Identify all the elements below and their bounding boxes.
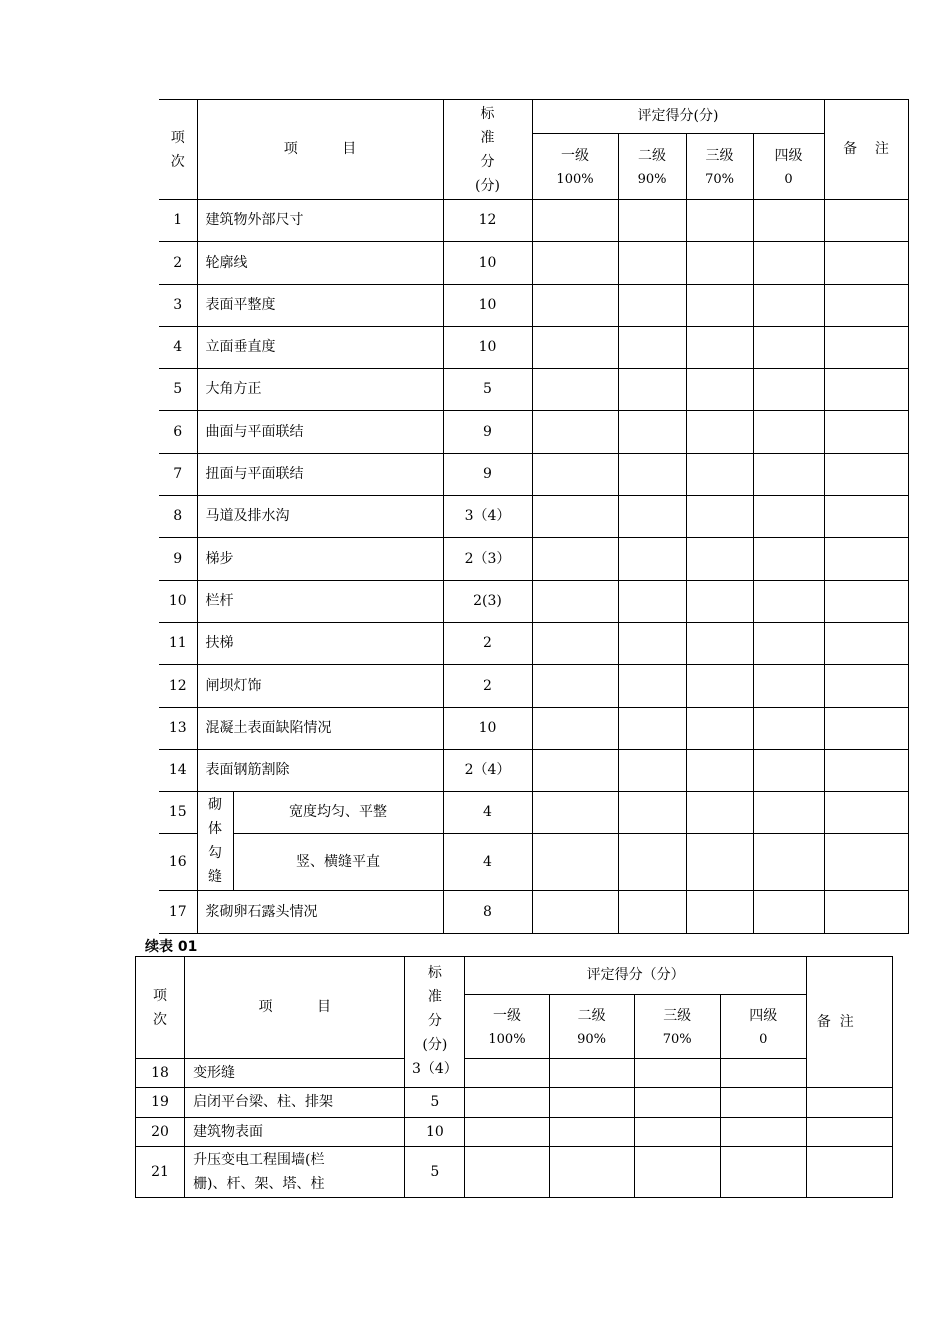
row-index: 19: [136, 1088, 185, 1118]
row-item-line1: 升压变电工程围墙(栏: [193, 1152, 325, 1168]
row-index: 18: [136, 1059, 185, 1088]
note-cell: [824, 580, 908, 622]
grade-cell: [720, 1059, 806, 1088]
header-standard-score: [443, 100, 532, 200]
std-char2: 准: [427, 989, 442, 1005]
grade-cell: [618, 411, 686, 453]
row-score: 2（3）: [443, 538, 532, 580]
note-cell: [824, 284, 908, 326]
grade-cell: [753, 284, 824, 326]
header-grade-2: 二级 90%: [618, 134, 686, 200]
row-item: 变形缝: [185, 1059, 405, 1088]
grade-cell: [532, 284, 618, 326]
header-item: 项 目: [185, 957, 405, 1059]
row-index: 6: [159, 411, 197, 453]
masonry-joint-group: [197, 792, 233, 891]
row-score: 5: [405, 1088, 465, 1118]
row-item: 宽度均匀、平整: [233, 792, 443, 834]
grade-cell: [532, 707, 618, 749]
grade-cell: [753, 580, 824, 622]
header-index-char2: 次: [170, 153, 185, 170]
table-row: [159, 453, 908, 495]
row-item: 闸坝灯饰: [197, 665, 443, 707]
row-score: 12: [443, 200, 532, 242]
grade-cell: [634, 1059, 720, 1088]
header-grade-4: 四级 0: [753, 134, 824, 200]
header-index: [136, 957, 185, 1059]
header-note: 备 注: [824, 100, 908, 200]
row-score: 10: [443, 707, 532, 749]
header-index-char1: 项: [153, 987, 168, 1004]
std-char1: 标: [427, 965, 442, 981]
group-char2: 体: [208, 821, 222, 838]
grade-cell: [686, 453, 753, 495]
row-item: 栏杆: [197, 580, 443, 622]
grade-cell: [686, 834, 753, 891]
note-cell: [824, 200, 908, 242]
grade-cell: [618, 369, 686, 411]
grade-cell: [720, 1118, 806, 1147]
header-grade-3: 三级 70%: [686, 134, 753, 200]
grade-cell: [532, 538, 618, 580]
grade-cell: [686, 792, 753, 834]
row-item: 混凝土表面缺陷情况: [197, 707, 443, 749]
grade-cell: [686, 622, 753, 664]
header-evaluation: 评定得分(分): [532, 100, 824, 134]
row-index: 10: [159, 580, 197, 622]
header-grade-1: 一级 100%: [532, 134, 618, 200]
grade-cell: [618, 242, 686, 284]
grade-cell: [618, 707, 686, 749]
row-item: 浆砌卵石露头情况: [197, 891, 443, 934]
note-cell: [824, 707, 908, 749]
row-index: 11: [159, 622, 197, 664]
row-index: 3: [159, 284, 197, 326]
note-cell: [824, 326, 908, 368]
row-index: 17: [159, 891, 197, 934]
row-item: 马道及排水沟: [197, 496, 443, 538]
grade-cell: [753, 326, 824, 368]
row-item: 表面钢筋割除: [197, 749, 443, 791]
row-score: 10: [443, 242, 532, 284]
header-evaluation: 评定得分（分）: [465, 957, 806, 995]
row-score: 9: [443, 411, 532, 453]
grade-cell: [618, 665, 686, 707]
grade-cell: [618, 326, 686, 368]
note-cell: [824, 622, 908, 664]
note-cell: [824, 369, 908, 411]
header-index-char2: 次: [153, 1011, 168, 1028]
note-cell: [824, 453, 908, 495]
row-item-line2: 栅)、杆、架、塔、柱: [193, 1176, 325, 1192]
grade-cell: [549, 1059, 634, 1088]
row-item: 表面平整度: [197, 284, 443, 326]
grade-cell: [618, 749, 686, 791]
std-char3: 分: [480, 153, 495, 170]
header-grade-2: 二级 90%: [549, 995, 634, 1059]
row-item: 立面垂直度: [197, 326, 443, 368]
row-score: 4: [443, 792, 532, 834]
grade-cell: [618, 792, 686, 834]
grade-cell: [532, 891, 618, 934]
grade-cell: [753, 891, 824, 934]
grade-cell: [532, 622, 618, 664]
grade-cell: [686, 242, 753, 284]
row-item: 扭面与平面联结: [197, 453, 443, 495]
grade-cell: [532, 580, 618, 622]
grade-cell: [532, 326, 618, 368]
table-row: [159, 326, 908, 368]
grade-cell: [532, 242, 618, 284]
header-index-char1: 项: [170, 129, 185, 146]
table-row: [159, 284, 908, 326]
row-score: 10: [405, 1118, 465, 1147]
grade-cell: [465, 1088, 549, 1118]
grade-cell: [686, 326, 753, 368]
row-index: 21: [136, 1147, 185, 1198]
row-index: 20: [136, 1118, 185, 1147]
header-standard-score: [405, 957, 465, 1088]
table-row: [136, 1118, 893, 1147]
row-item: 大角方正: [197, 369, 443, 411]
row-index: 1: [159, 200, 197, 242]
grade-cell: [465, 1147, 549, 1198]
row-score: 2（4）: [443, 749, 532, 791]
grade-cell: [532, 496, 618, 538]
row-item: 建筑物外部尺寸: [197, 200, 443, 242]
note-cell: [824, 411, 908, 453]
table-row: [159, 369, 908, 411]
note-cell: [806, 1147, 892, 1198]
note-cell: [824, 665, 908, 707]
grade-cell: [532, 834, 618, 891]
grade-cell: [753, 496, 824, 538]
note-cell: [824, 834, 908, 891]
table-row: [159, 411, 908, 453]
row-index: 13: [159, 707, 197, 749]
row-score: 5: [405, 1147, 465, 1198]
note-cell: [824, 792, 908, 834]
grade-cell: [686, 538, 753, 580]
row-score: 4: [443, 834, 532, 891]
grade-cell: [618, 284, 686, 326]
grade-cell: [686, 891, 753, 934]
std-char4: (分): [422, 1037, 448, 1053]
row-index: 5: [159, 369, 197, 411]
grade-cell: [686, 411, 753, 453]
table-row: [159, 580, 908, 622]
row-index: 7: [159, 453, 197, 495]
table-row: [159, 622, 908, 664]
table-row: [159, 792, 908, 834]
note-cell: [806, 1088, 892, 1118]
row-score: 8: [443, 891, 532, 934]
row-index: 4: [159, 326, 197, 368]
row-score: 3（4）: [443, 496, 532, 538]
grade-cell: [634, 1147, 720, 1198]
grade-cell: [634, 1088, 720, 1118]
grade-cell: [618, 453, 686, 495]
table-row: [136, 1147, 893, 1198]
grade-cell: [686, 284, 753, 326]
grade-cell: [753, 200, 824, 242]
row-score: 2: [443, 622, 532, 664]
header-grade-1: 一级 100%: [465, 995, 549, 1059]
grade-cell: [686, 707, 753, 749]
table-row: [159, 834, 908, 891]
grade-cell: [753, 538, 824, 580]
row-score: 5: [443, 369, 532, 411]
grade-cell: [753, 369, 824, 411]
note-cell: [824, 496, 908, 538]
row-item: 扶梯: [197, 622, 443, 664]
table-row: [136, 1059, 893, 1088]
grade-cell: [532, 749, 618, 791]
table-row: [159, 891, 908, 934]
grade-cell: [753, 707, 824, 749]
grade-cell: [753, 834, 824, 891]
grade-cell: [720, 1147, 806, 1198]
row-index: 15: [159, 792, 197, 834]
group-char3: 勾: [208, 845, 222, 862]
row-index: 12: [159, 665, 197, 707]
table-row: [159, 749, 908, 791]
grade-cell: [634, 1118, 720, 1147]
note-cell: [806, 1118, 892, 1147]
grade-cell: [532, 665, 618, 707]
grade-cell: [686, 496, 753, 538]
grade-cell: [532, 792, 618, 834]
grade-cell: [753, 665, 824, 707]
row-score: 9: [443, 453, 532, 495]
std-char2: 准: [480, 129, 495, 146]
std-char4: (分): [475, 177, 500, 194]
header-grade-4: 四级 0: [720, 995, 806, 1059]
std-char3: 分: [427, 1013, 442, 1029]
row-index: 16: [159, 834, 197, 891]
row-index: 8: [159, 496, 197, 538]
row-item: 启闭平台梁、柱、排架: [185, 1088, 405, 1118]
row-item: 轮廓线: [197, 242, 443, 284]
header-note: 备 注: [806, 957, 892, 1088]
grade-cell: [618, 538, 686, 580]
grade-cell: [686, 580, 753, 622]
grade-cell: [686, 200, 753, 242]
grade-cell: [618, 622, 686, 664]
grade-cell: [753, 453, 824, 495]
row-index: 2: [159, 242, 197, 284]
grade-cell: [686, 369, 753, 411]
table-row: [159, 200, 908, 242]
row-index: 14: [159, 749, 197, 791]
row-item: 竖、横缝平直: [233, 834, 443, 891]
grade-cell: [465, 1118, 549, 1147]
continued-evaluation-table: [135, 956, 893, 1198]
std-char1: 标: [480, 105, 495, 122]
grade-cell: [686, 749, 753, 791]
grade-cell: [549, 1088, 634, 1118]
table-row: [159, 707, 908, 749]
note-cell: [824, 749, 908, 791]
row-score: 2: [443, 665, 532, 707]
table-row: [159, 496, 908, 538]
group-char1: 砌: [208, 797, 222, 814]
table-row: [159, 242, 908, 284]
continued-table-caption: 续表 01: [145, 939, 198, 955]
table-body: [159, 200, 908, 934]
table-row: [159, 538, 908, 580]
note-cell: [824, 891, 908, 934]
note-cell: [824, 538, 908, 580]
grade-cell: [532, 453, 618, 495]
grade-cell: [532, 369, 618, 411]
row-18-score: 3（4）: [411, 1061, 458, 1077]
grade-cell: [618, 580, 686, 622]
grade-cell: [549, 1118, 634, 1147]
note-cell: [824, 242, 908, 284]
header-index: [159, 100, 197, 200]
group-char4: 缝: [208, 869, 222, 886]
grade-cell: [532, 200, 618, 242]
row-item: 建筑物表面: [185, 1118, 405, 1147]
row-score: 10: [443, 326, 532, 368]
grade-cell: [720, 1088, 806, 1118]
table-row: [159, 665, 908, 707]
grade-cell: [618, 834, 686, 891]
grade-cell: [618, 496, 686, 538]
grade-cell: [465, 1059, 549, 1088]
row-score: 2(3): [443, 580, 532, 622]
row-item: 梯步: [197, 538, 443, 580]
grade-cell: [753, 622, 824, 664]
grade-cell: [753, 411, 824, 453]
row-item: 曲面与平面联结: [197, 411, 443, 453]
grade-cell: [618, 200, 686, 242]
grade-cell: [753, 242, 824, 284]
header-grade-3: 三级 70%: [634, 995, 720, 1059]
grade-cell: [753, 749, 824, 791]
grade-cell: [686, 665, 753, 707]
row-item: [185, 1147, 405, 1198]
grade-cell: [532, 411, 618, 453]
grade-cell: [753, 792, 824, 834]
header-item: 项 目: [197, 100, 443, 200]
row-score: 10: [443, 284, 532, 326]
evaluation-table: [159, 99, 909, 934]
grade-cell: [618, 891, 686, 934]
table-row: [136, 1088, 893, 1118]
grade-cell: [549, 1147, 634, 1198]
row-index: 9: [159, 538, 197, 580]
